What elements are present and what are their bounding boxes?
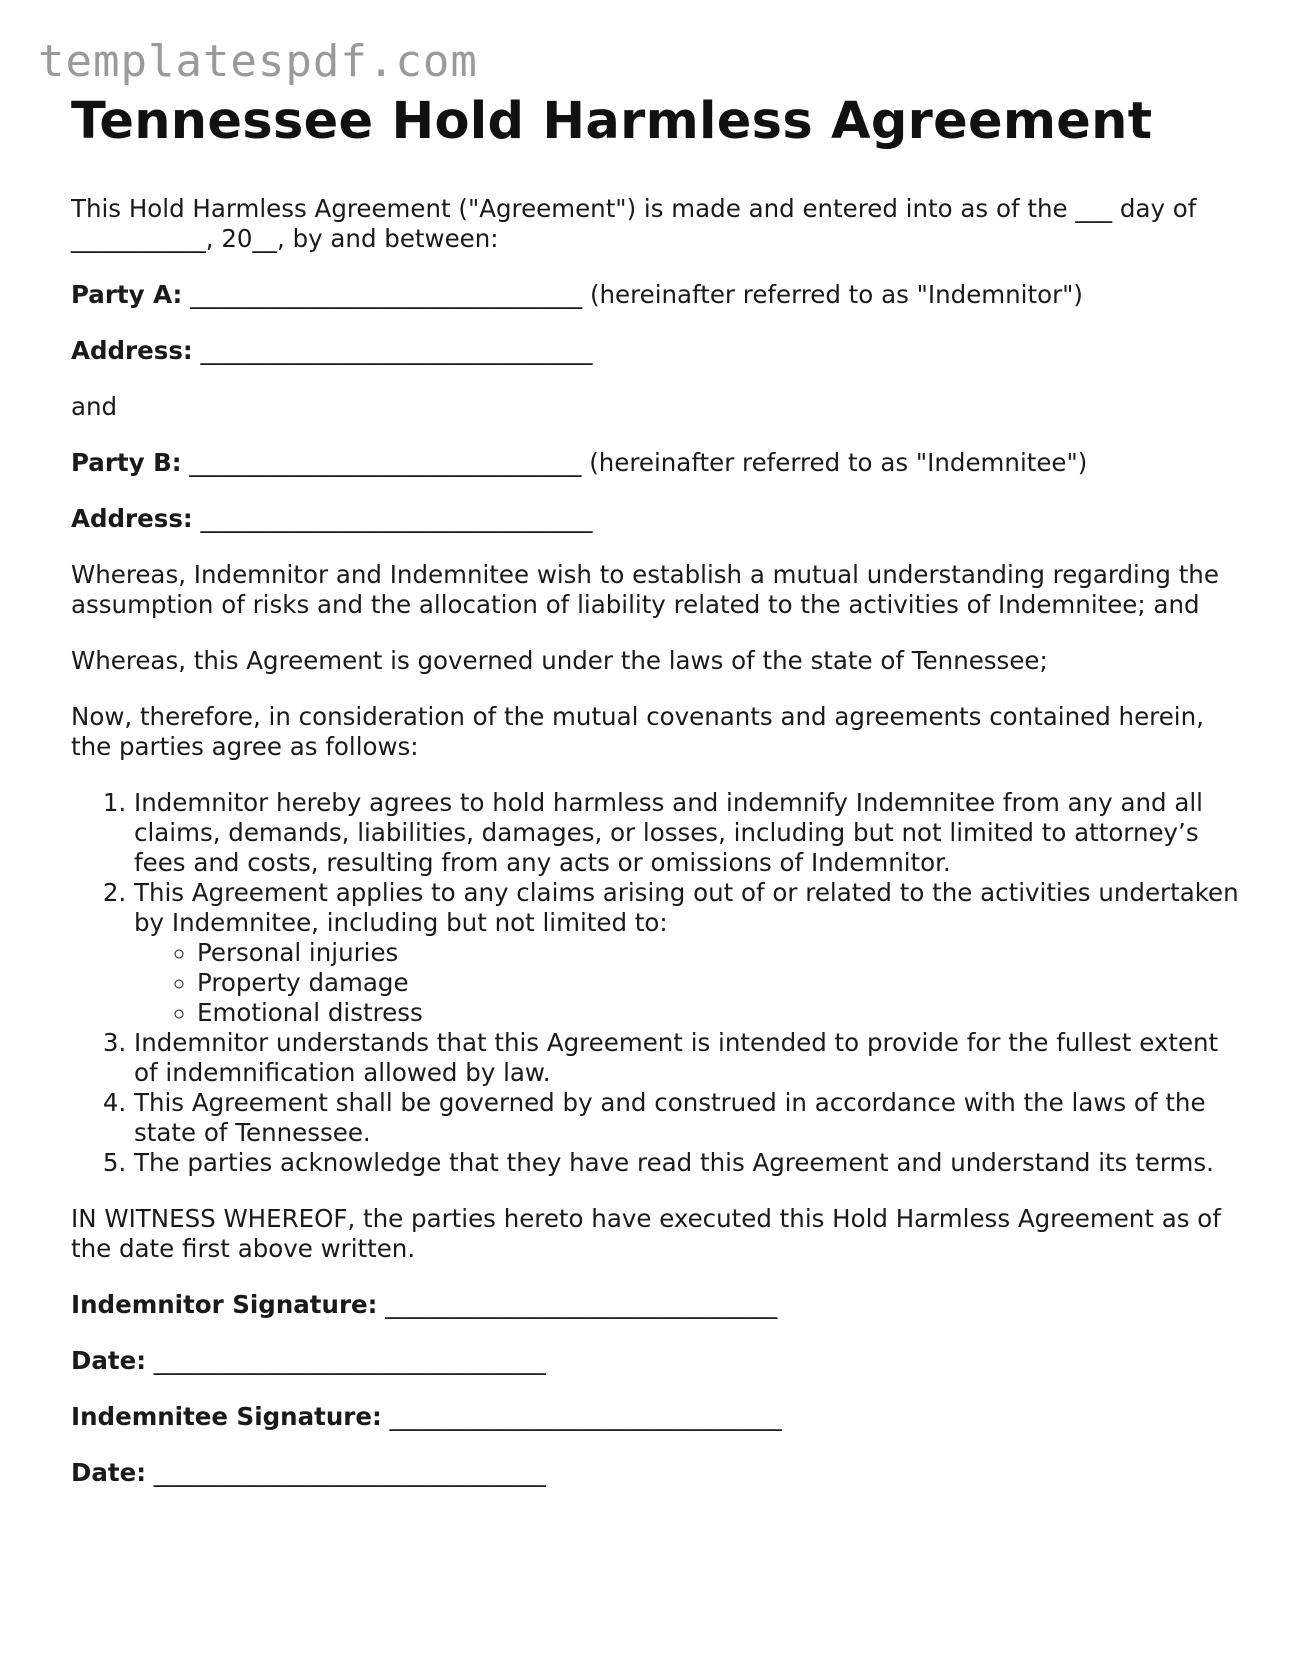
document-title: Tennessee Hold Harmless Agreement	[71, 92, 1153, 151]
whereas-paragraph-2: Whereas, this Agreement is governed under the laws of the state of Tennessee;	[71, 646, 1048, 675]
sub-item-text: Emotional distress	[197, 998, 423, 1027]
intro-paragraph: This Hold Harmless Agreement ("Agreement") is made and entered into as of the ___ day of ___________, 20__, by and between:	[71, 194, 1197, 253]
address-a-field[interactable]: ________________________________	[200, 336, 593, 365]
indemnitor-signature-label: Indemnitor Signature:	[71, 1290, 378, 1319]
date-label-2: Date:	[71, 1458, 146, 1487]
address-b-label: Address:	[71, 504, 193, 533]
clause-item	[134, 878, 1241, 1028]
sub-item	[197, 968, 1241, 998]
sub-item	[197, 938, 1241, 968]
address-a-label: Address:	[71, 336, 193, 365]
indemnitor-signature-line	[71, 1290, 1241, 1320]
watermark-logo: templatespdf.com	[38, 36, 478, 87]
witness-paragraph: IN WITNESS WHEREOF, the parties hereto have executed this Hold Harmless Agreement as of the date first above written.	[71, 1204, 1221, 1263]
clause-list	[71, 788, 1241, 1178]
party-a-line	[71, 280, 1241, 310]
now-therefore-paragraph: Now, therefore, in consideration of the mutual covenants and agreements contained herein, the parties agree as follows:	[71, 702, 1204, 761]
clause-text: Indemnitor understands that this Agreement is intended to provide for the fullest extent of indemnification allowed by law.	[134, 1028, 1219, 1087]
clause-item	[134, 1088, 1241, 1148]
clause-text: This Agreement shall be governed by and construed in accordance with the laws of the state of Tennessee.	[134, 1088, 1206, 1147]
indemnitee-signature-line	[71, 1402, 1241, 1432]
clause-item	[134, 1028, 1241, 1088]
clause-item	[134, 788, 1241, 878]
address-b-line	[71, 504, 1241, 534]
date-label-1: Date:	[71, 1346, 146, 1375]
address-b-field[interactable]: ________________________________	[200, 504, 593, 533]
clause-text: The parties acknowledge that they have read this Agreement and understand its terms.	[134, 1148, 1214, 1177]
clause-text: This Agreement applies to any claims arising out of or related to the activities undertaken by Indemnitee, including but not limited to:	[134, 878, 1239, 937]
indemnitee-signature-field[interactable]: ________________________________	[389, 1402, 782, 1431]
date-field-2[interactable]: ________________________________	[153, 1458, 546, 1487]
document-page	[71, 92, 1241, 1514]
clause-item	[134, 1148, 1241, 1178]
party-b-suffix: (hereinafter referred to as "Indemnitee")	[589, 448, 1088, 477]
party-a-label: Party A:	[71, 280, 183, 309]
sub-item-list	[134, 938, 1241, 1028]
party-a-suffix: (hereinafter referred to as "Indemnitor")	[589, 280, 1083, 309]
party-a-field[interactable]: ________________________________	[190, 280, 583, 309]
and-text: and	[71, 392, 118, 421]
sub-item	[197, 998, 1241, 1028]
party-b-label: Party B:	[71, 448, 182, 477]
address-a-line	[71, 336, 1241, 366]
sub-item-text: Personal injuries	[197, 938, 399, 967]
whereas-paragraph-1: Whereas, Indemnitor and Indemnitee wish to establish a mutual understanding regarding the assumption of risks and the allocation of liability related to the activities of Indemnitee; and	[71, 560, 1219, 619]
indemnitee-signature-label: Indemnitee Signature:	[71, 1402, 382, 1431]
indemnitor-signature-field[interactable]: ________________________________	[385, 1290, 778, 1319]
date-field-1[interactable]: ________________________________	[153, 1346, 546, 1375]
party-b-field[interactable]: ________________________________	[189, 448, 582, 477]
sub-item-text: Property damage	[197, 968, 409, 997]
date-line-1	[71, 1346, 1241, 1376]
date-line-2	[71, 1458, 1241, 1488]
party-b-line	[71, 448, 1241, 478]
clause-text: Indemnitor hereby agrees to hold harmless and indemnify Indemnitee from any and all claims, demands, liabilities, damages, or losses, including but not limited to attorney’s fees and costs, resulting from any acts or omissions of Indemnitor.	[134, 788, 1203, 877]
